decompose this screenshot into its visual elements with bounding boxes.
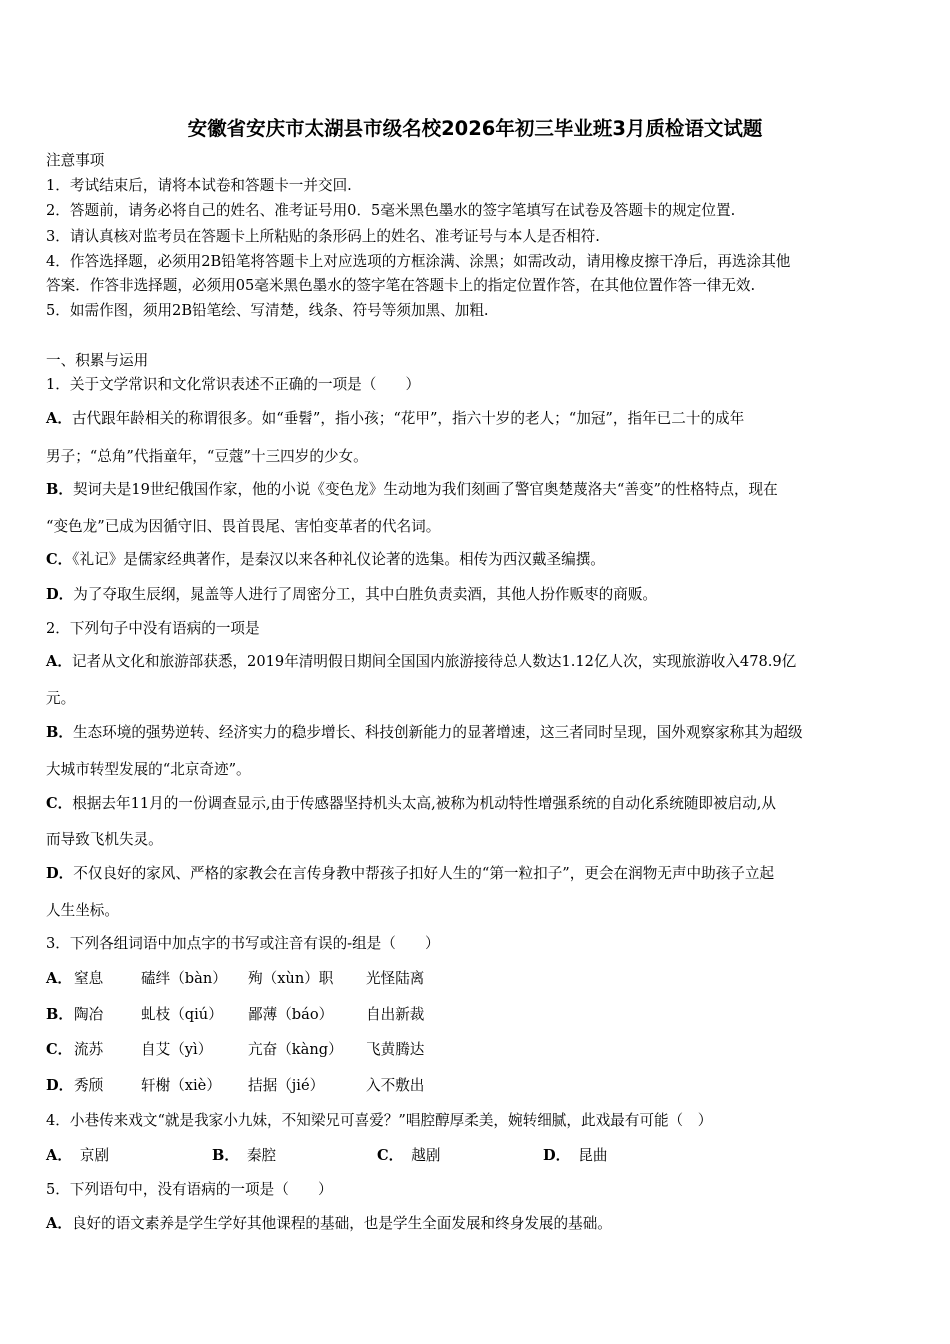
option-tag: C． [46,1041,73,1058]
q2-option-b-cont: 大城市转型发展的“北京奇迹”。 [46,761,251,778]
q4-option-c [377,1146,440,1166]
q2-option-b: B．生态环境的强势逆转、经济实力的稳步增长、科技创新能力的显著增速，这三者同时呈现，国外观察家称其为超级 [46,724,803,741]
note-item: 1．考试结束后，请将本试卷和答题卡一并交回. [46,177,352,194]
option-text: 昆曲 [578,1147,608,1164]
option-tag: D． [543,1147,571,1164]
q1-option-b-cont: “变色龙”已成为因循守旧、畏首畏尾、害怕变革者的代名词。 [46,518,441,535]
option-word: 亢奋（kàng） [248,1041,343,1058]
option-word: 虬枝（qiú） [141,1006,223,1023]
question-3-stem: 3．下列各组词语中加点字的书写或注音有误的-组是（ ） [46,935,440,952]
option-word: 拮据（jié） [248,1077,325,1094]
option-word: 飞黄腾达 [366,1041,425,1058]
q1-option-b: B．契诃夫是19世纪俄国作家，他的小说《变色龙》生动地为我们刻画了警官奥楚蔑洛夫“善变”的性格特点，现在 [46,481,778,498]
page-title: 安徽省安庆市太湖县市级名校2026年初三毕业班3月质检语文试题 [187,117,763,140]
question-4-stem: 4．小巷传来戏文“就是我家小九妹，不知梁兄可喜爱？”唱腔醇厚柔美，婉转细腻，此戏最有可能（ ） [46,1112,713,1129]
question-1-stem: 1．关于文学常识和文化常识表述不正确的一项是（ ） [46,376,421,393]
option-tag: B． [46,1006,73,1023]
q5-option-a: A．良好的语文素养是学生学好其他课程的基础，也是学生全面发展和终身发展的基础。 [46,1215,612,1232]
option-word: 自艾（yì） [141,1041,213,1058]
q2-option-d: D．不仅良好的家风、严格的家教会在言传身教中帮孩子扣好人生的“第一粒扣子”，更会在润物无声中助孩子立起 [46,865,775,882]
option-word: 陶冶 [74,1006,104,1023]
q2-option-a: A．记者从文化和旅游部获悉，2019年清明假日期间全国国内旅游接待总人数达1.12亿人次，实现旅游收入478.9亿 [46,653,797,670]
q4-option-b [212,1146,276,1166]
section-heading: 一、积累与运用 [46,352,149,369]
option-word: 殉（xùn）职 [248,970,334,987]
option-word: 秀颀 [74,1077,104,1094]
q4-option-a [46,1146,109,1166]
question-5-stem: 5．下列语句中，没有语病的一项是（ ） [46,1181,333,1198]
q1-option-a-cont: 男子；“总角”代指童年，“豆蔻”十三四岁的少女。 [46,448,368,465]
note-item: 5．如需作图，须用2B铅笔绘、写清楚，线条、符号等须加黑、加粗. [46,302,489,319]
option-word: 自出新裁 [366,1006,425,1023]
option-word: 窒息 [74,970,104,987]
notes-heading: 注意事项 [46,152,105,169]
option-text: 京剧 [79,1147,110,1164]
option-text: 秦腔 [246,1147,277,1164]
q2-option-a-cont: 元。 [46,690,76,707]
option-tag: C． [377,1147,404,1164]
option-tag: A． [46,1147,72,1164]
q4-option-d [543,1146,607,1166]
option-text: 越剧 [411,1147,441,1164]
note-item: 3．请认真核对监考员在答题卡上所粘贴的条形码上的姓名、准考证号与本人是否相符. [46,228,600,245]
q1-option-a: A．古代跟年龄相关的称谓很多。如“垂髫”，指小孩；“花甲”，指六十岁的老人；“加冠”，指年已二十的成年 [46,410,745,427]
q1-option-d: D．为了夺取生辰纲，晁盖等人进行了周密分工，其中白胜负责卖酒，其他人扮作贩枣的商贩。 [46,586,658,603]
option-word: 轩榭（xiè） [141,1077,221,1094]
q2-option-c: C．根据去年11月的一份调查显示,由于传感器坚持机头太高,被称为机动特性增强系统的自动化系统随即被启动,从 [46,795,777,812]
option-word: 磕绊（bàn） [141,970,227,987]
note-item: 答案．作答非选择题，必须用05毫米黑色墨水的签字笔在答题卡上的指定位置作答，在其他位置作答一律无效. [46,277,756,294]
option-word: 鄙薄（báo） [248,1006,334,1023]
q2-option-c-cont: 而导致飞机失灵。 [46,831,163,848]
q2-option-d-cont: 人生坐标。 [46,902,119,919]
option-tag: D． [46,1077,74,1094]
question-2-stem: 2．下列句子中没有语病的一项是 [46,620,260,637]
option-word: 光怪陆离 [366,970,425,987]
option-tag: A． [46,970,72,987]
note-item: 4．作答选择题，必须用2B铅笔将答题卡上对应选项的方框涂满、涂黑；如需改动，请用橡皮擦干净后，再选涂其他 [46,253,791,270]
note-item: 2．答题前，请务必将自己的姓名、准考证号用0．5毫米黑色墨水的签字笔填写在试卷及答题卡的规定位置. [46,202,736,219]
option-tag: B． [212,1147,239,1164]
option-word: 入不敷出 [366,1077,425,1094]
option-word: 流苏 [74,1041,104,1058]
q1-option-c: C．《礼记》是儒家经典著作，是秦汉以来各种礼仪论著的选集。相传为西汉戴圣编撰。 [46,551,605,568]
